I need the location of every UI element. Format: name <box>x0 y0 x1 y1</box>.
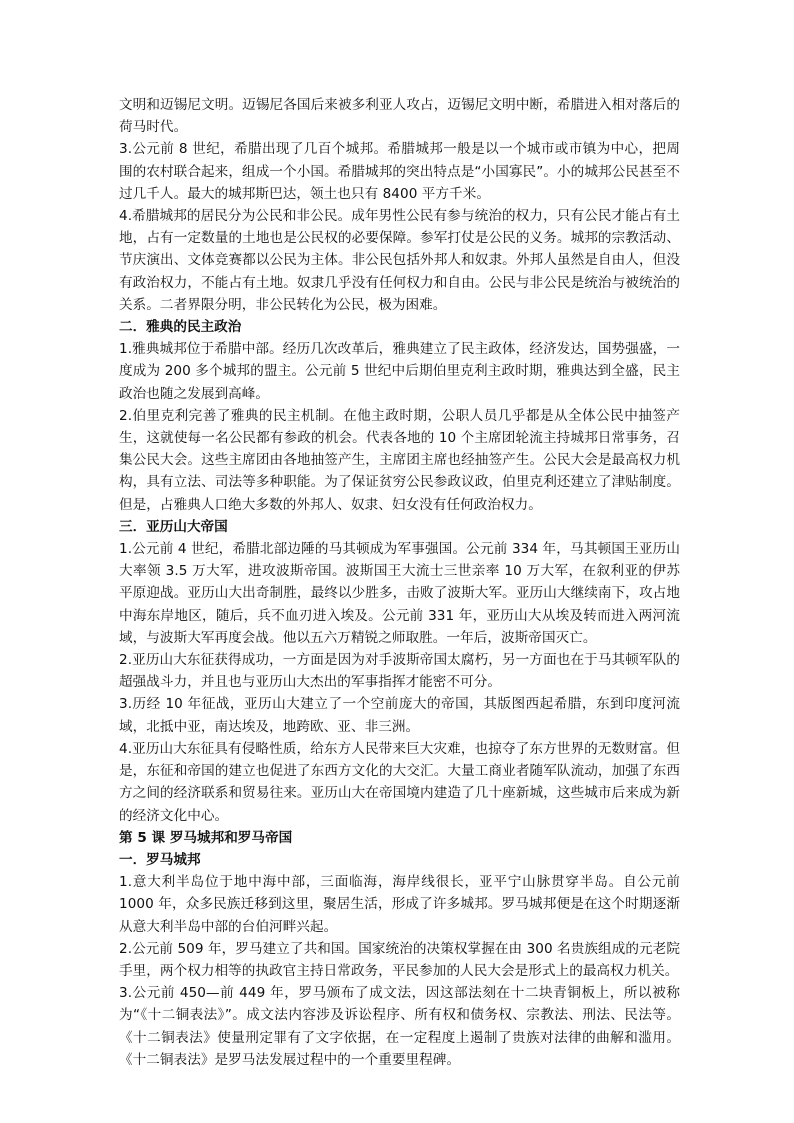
paragraph-city-states: 3.公元前 8 世纪，希腊出现了几百个城邦。希腊城邦一般是以一个城市或市镇为中心，把周围的农村联合起来，组成一个小国。希腊城邦的突出特点是“小国寡民”。小的城邦公民甚至不过几千人。最大的城邦斯巴达，领土也只有 8400 平方千米。 <box>119 141 680 202</box>
paragraph-athens-1: 1.雅典城邦位于希腊中部。经历几次改革后，雅典建立了民主政体，经济发达，国势强盛，一度成为 200 多个城邦的盟主。公元前 5 世纪中后期伯里克利主政时期，雅典达到全盛，民主政治也随之发展到高峰。 <box>119 341 680 402</box>
paragraph-alexander-3: 3.历经 10 年征战，亚历山大建立了一个空前庞大的帝国，其版图西起希腊，东到印度河流域，北抵中亚，南达埃及，地跨欧、亚、非三洲。 <box>119 696 680 735</box>
paragraph-rome-3: 3.公元前 450—前 449 年，罗马颁布了成文法，因这部法刻在十二块青铜板上，所以被称为“《十二铜表法》”。成文法内容涉及诉讼程序、所有权和债务权、宗教法、刑法、民法等。《十二铜表法》使量刑定罪有了文字依据，在一定程度上遏制了贵族对法律的曲解和滥用。《十二铜表法》是罗马法发展过程中的一个重要里程碑。 <box>119 985 680 1068</box>
paragraph-athens-2: 2.伯里克利完善了雅典的民主机制。在他主政时期，公职人员几乎都是从全体公民中抽签产生，这就使每一名公民都有参政的机会。代表各地的 10 个主席团轮流主持城邦日常事务，召集公民大会。这些主席团由各地抽签产生，主席团主席也经抽签产生。公民大会是最高权力机构，具有立法、司法等多种职能。为了保证贫穷公民参政议政，伯里克利还建立了津贴制度。但是，占雅典人口绝大多数的外邦人、奴隶、妇女没有任何政治权力。 <box>119 407 680 513</box>
section-heading-athens: 二．雅典的民主政治 <box>119 319 242 336</box>
section-heading-alexander: 三．亚历山大帝国 <box>119 518 228 535</box>
paragraph-rome-2: 2.公元前 509 年，罗马建立了共和国。国家统治的决策权掌握在由 300 名贵族组成的元老院手里，两个权力相等的执政官主持日常政务，平民参加的人民大会是形式上的最高权力机关。 <box>119 940 680 979</box>
paragraph-greek-decline: 文明和迈锡尼文明。迈锡尼各国后来被多利亚人攻占，迈锡尼文明中断，希腊进入相对落后的荷马时代。 <box>119 97 680 136</box>
paragraph-rome-1: 1.意大利半岛位于地中海中部，三面临海，海岸线很长，亚平宁山脉贯穿半岛。自公元前 1000 年，众多民族迁移到这里，聚居生活，形成了许多城邦。罗马城邦便是在这个时期逐渐从意大利半岛中部的台伯河畔兴起。 <box>119 874 680 935</box>
paragraph-alexander-1: 1.公元前 4 世纪，希腊北部边陲的马其顿成为军事强国。公元前 334 年，马其顿国王亚历山大率领 3.5 万大军，进攻波斯帝国。波斯国王大流士三世亲率 10 万大军，在叙利亚的伊苏平原迎战。亚历山大出奇制胜，最终以少胜多，击败了波斯大军。亚历山大继续南下，攻占地中海东岸地区，随后，兵不血刃进入埃及。公元前 331 年，亚历山大从埃及转而进入两河流域，与波斯大军再度会战。他以五六万精锐之师取胜。一年后，波斯帝国灭亡。 <box>119 541 680 646</box>
lesson-title: 第 5 课 罗马城邦和罗马帝国 <box>119 829 293 846</box>
paragraph-alexander-4: 4.亚历山大东征具有侵略性质，给东方人民带来巨大灾难，也掠夺了东方世界的无数财富。但是，东征和帝国的建立也促进了东西方文化的大交汇。大量工商业者随军队流动，加强了东西方之间的经济联系和贸易往来。亚历山大在帝国境内建造了几十座新城，这些城市后来成为新的经济文化中心。 <box>119 740 680 824</box>
paragraph-alexander-2: 2.亚历山大东征获得成功，一方面是因为对手波斯帝国太腐朽，另一方面也在于马其顿军队的超强战斗力，并且也与亚历山大杰出的军事指挥才能密不可分。 <box>119 652 680 691</box>
paragraph-citizens: 4.希腊城邦的居民分为公民和非公民。成年男性公民有参与统治的权力，只有公民才能占有土地，占有一定数量的土地也是公民权的必要保障。参军打仗是公民的义务。城邦的宗教活动、节庆演出、文体竞赛都以公民为主体。非公民包括外邦人和奴隶。外邦人虽然是自由人，但没有政治权力，不能占有土地。奴隶几乎没有任何权力和自由。公民与非公民是统治与被统治的关系。二者界限分明，非公民转化为公民，极为困难。 <box>119 208 680 313</box>
document-body <box>119 94 680 1071</box>
section-heading-rome: 一．罗马城邦 <box>119 851 201 868</box>
